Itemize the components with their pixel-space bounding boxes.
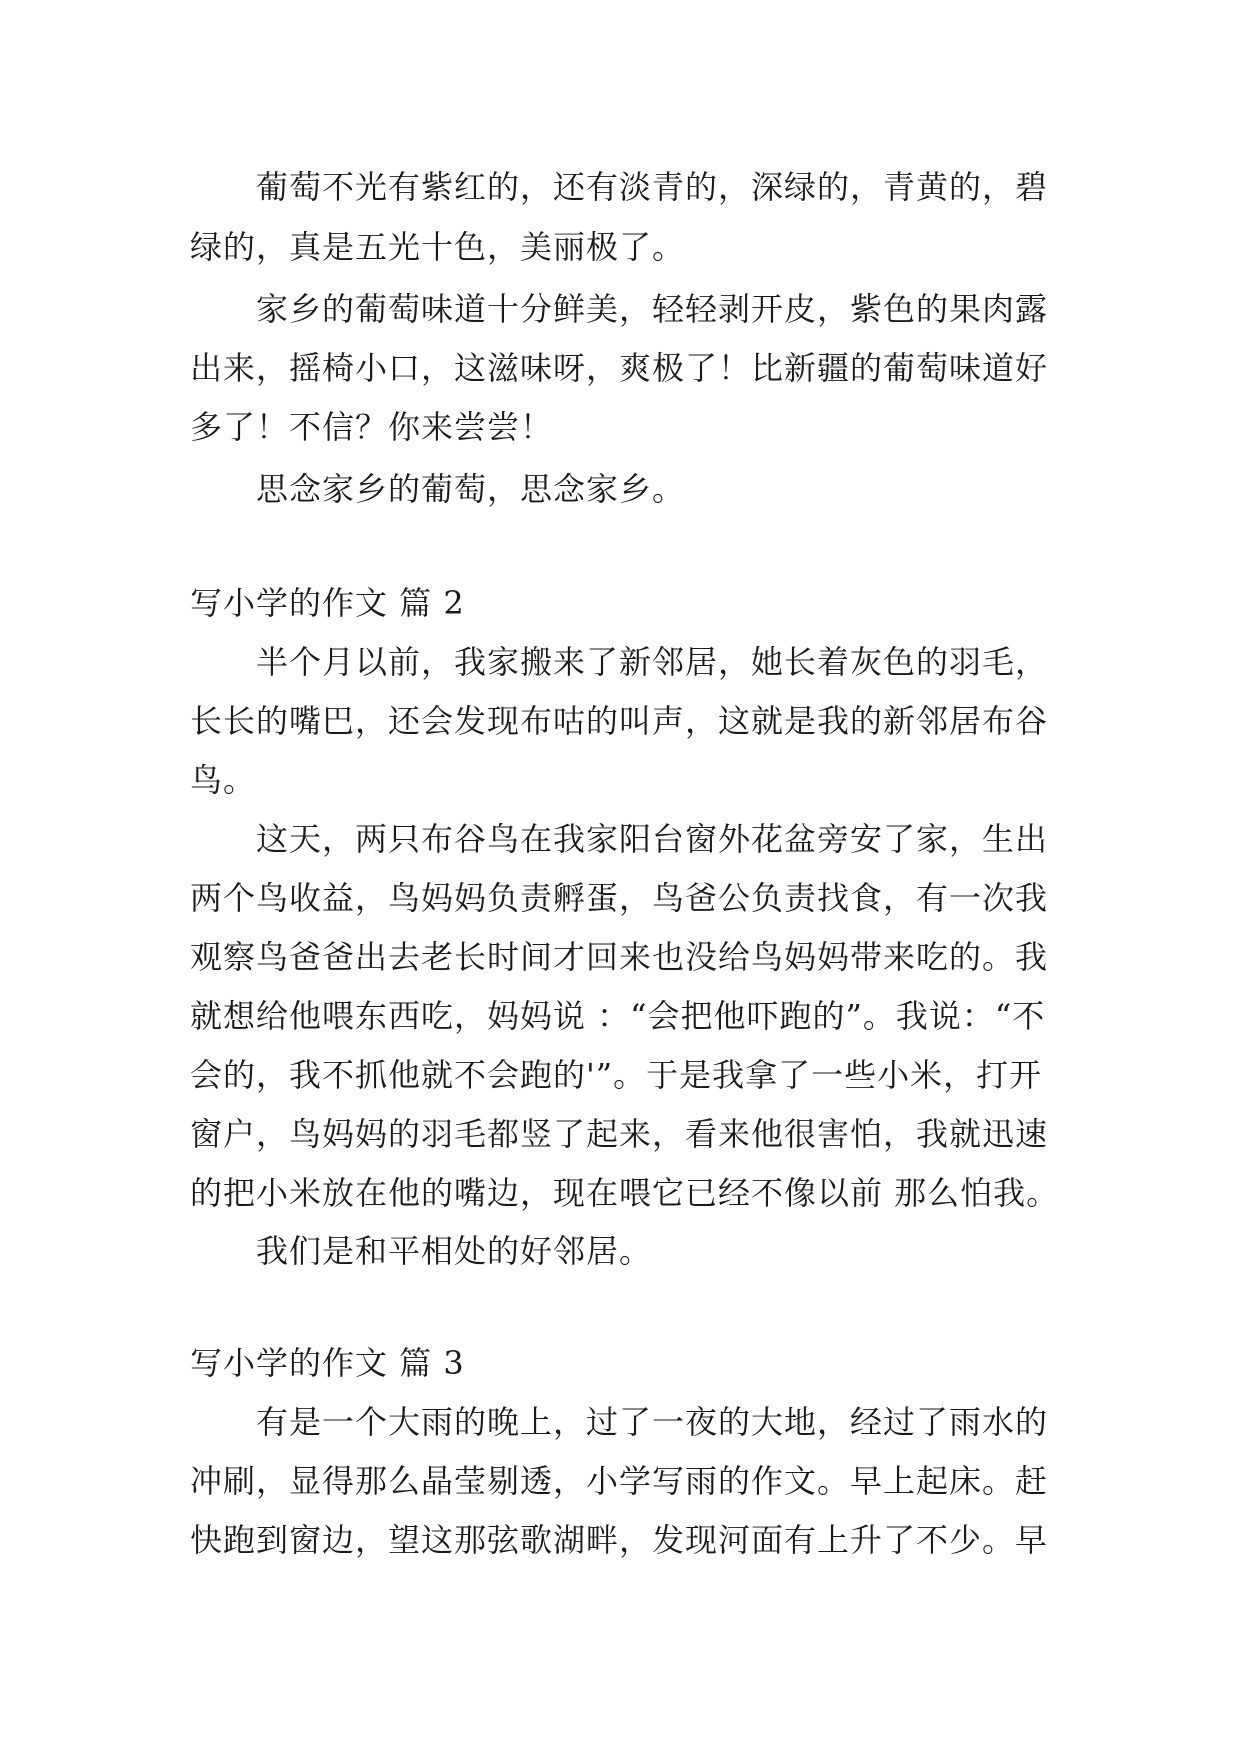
paragraph-line: 鸟。 [190,761,257,799]
paragraph-line: 出来，摇椅小口，这滋味呀，爽极了！比新疆的葡萄味道好 [190,349,1049,387]
paragraph-line: 多了！不信？你来尝尝！ [190,408,554,446]
section-heading: 写小学的作文 篇 3 [190,1344,465,1382]
paragraph-line: 葡萄不光有紫红的，还有淡青的，深绿的，青黄的，碧 [256,168,1049,206]
paragraph-line: 思念家乡的葡萄，思念家乡。 [256,470,686,508]
paragraph-line: 两个鸟收益，鸟妈妈负责孵蛋，鸟爸公负责找食，有一次我 [190,879,1049,917]
paragraph-line: 就想给他喂东西吃，妈妈说 ：“会把他吓跑的”。我说：“不 [190,997,1046,1035]
section-heading: 写小学的作文 篇 2 [190,584,465,622]
paragraph-line: 长长的嘴巴，还会发现布咕的叫声，这就是我的新邻居布谷 [190,702,1049,740]
paragraph-line: 绿的，真是五光十色，美丽极了。 [190,228,686,266]
paragraph-line: 冲刷，显得那么晶莹剔透，小学写雨的作文。早上起床。赶 [190,1462,1049,1500]
paragraph-line: 我们是和平相处的好邻居。 [256,1232,653,1270]
paragraph-line: 会的，我不抓他就不会跑的'”。于是我拿了一些小米，打开 [190,1056,1043,1094]
paragraph-line: 的把小米放在他的嘴边，现在喂它已经不像以前 那么怕我。 [190,1174,1060,1212]
paragraph-line: 家乡的葡萄味道十分鲜美，轻轻剥开皮，紫色的果肉露 [256,290,1049,328]
paragraph-line: 窗户，鸟妈妈的羽毛都竖了起来，看来他很害怕，我就迅速 [190,1115,1049,1153]
paragraph-line: 观察鸟爸爸出去老长时间才回来也没给鸟妈妈带来吃的。我 [190,938,1049,976]
paragraph-line: 快跑到窗边，望这那弦歌湖畔，发现河面有上升了不少。早 [190,1521,1049,1559]
paragraph-line: 半个月以前，我家搬来了新邻居，她长着灰色的羽毛， [256,643,1049,681]
paragraph-line: 这天，两只布谷鸟在我家阳台窗外花盆旁安了家，生出 [256,820,1049,858]
paragraph-line: 有是一个大雨的晚上，过了一夜的大地，经过了雨水的 [256,1403,1049,1441]
